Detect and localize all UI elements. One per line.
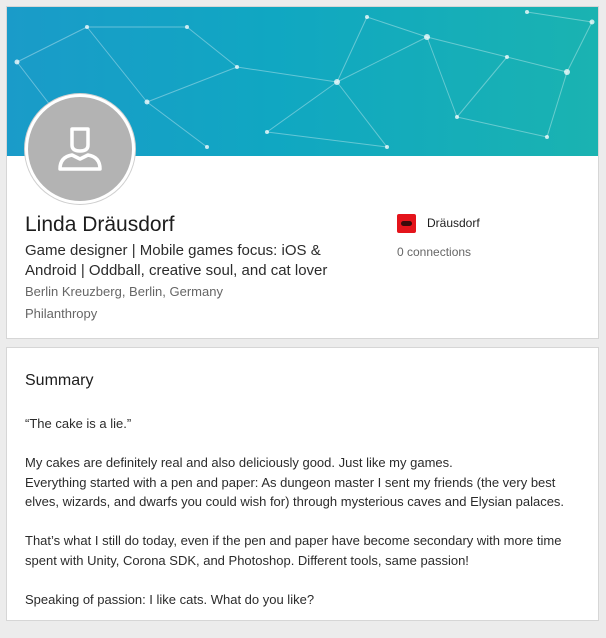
summary-paragraph: That’s what I still do today, even if the pen and paper have become secondary with more time spent with Unity, Corona SDK, and Photoshop. Different tools, same passion! (25, 533, 562, 568)
avatar[interactable] (25, 94, 135, 204)
paragraph-spacer (25, 570, 585, 590)
summary-card (6, 347, 599, 621)
summary-paragraph: “The cake is a lie.” (25, 416, 132, 431)
current-company[interactable] (397, 213, 480, 233)
profile-name: Linda Dräusdorf (25, 213, 175, 236)
summary-paragraph: Speaking of passion: I like cats. What do you like? (25, 591, 315, 607)
summary-paragraph: My cakes are definitely real and also deliciously good. Just like my games. (25, 455, 453, 470)
person-placeholder-icon (56, 123, 104, 175)
profile-industry: Philanthropy (25, 306, 98, 321)
summary-paragraph: Everything started with a pen and paper: As dungeon master I sent my friends (the very best elves, wizards, and dwarfs you could wish for) through mysterious caves and Elysian palaces. (25, 474, 565, 509)
paragraph-spacer (25, 512, 585, 532)
company-name[interactable]: Dräusdorf (427, 216, 480, 230)
summary-title: Summary (25, 372, 94, 389)
connections-count[interactable]: 0 connections (397, 245, 472, 259)
company-logo-icon (397, 214, 416, 233)
summary-body (25, 414, 585, 609)
profile-headline: Game designer | Mobile games focus: iOS & Android | Oddball, creative soul, and cat lover (25, 242, 328, 279)
profile-location: Berlin Kreuzberg, Berlin, Germany (25, 284, 223, 299)
profile-card (6, 6, 599, 339)
paragraph-spacer (25, 434, 585, 454)
